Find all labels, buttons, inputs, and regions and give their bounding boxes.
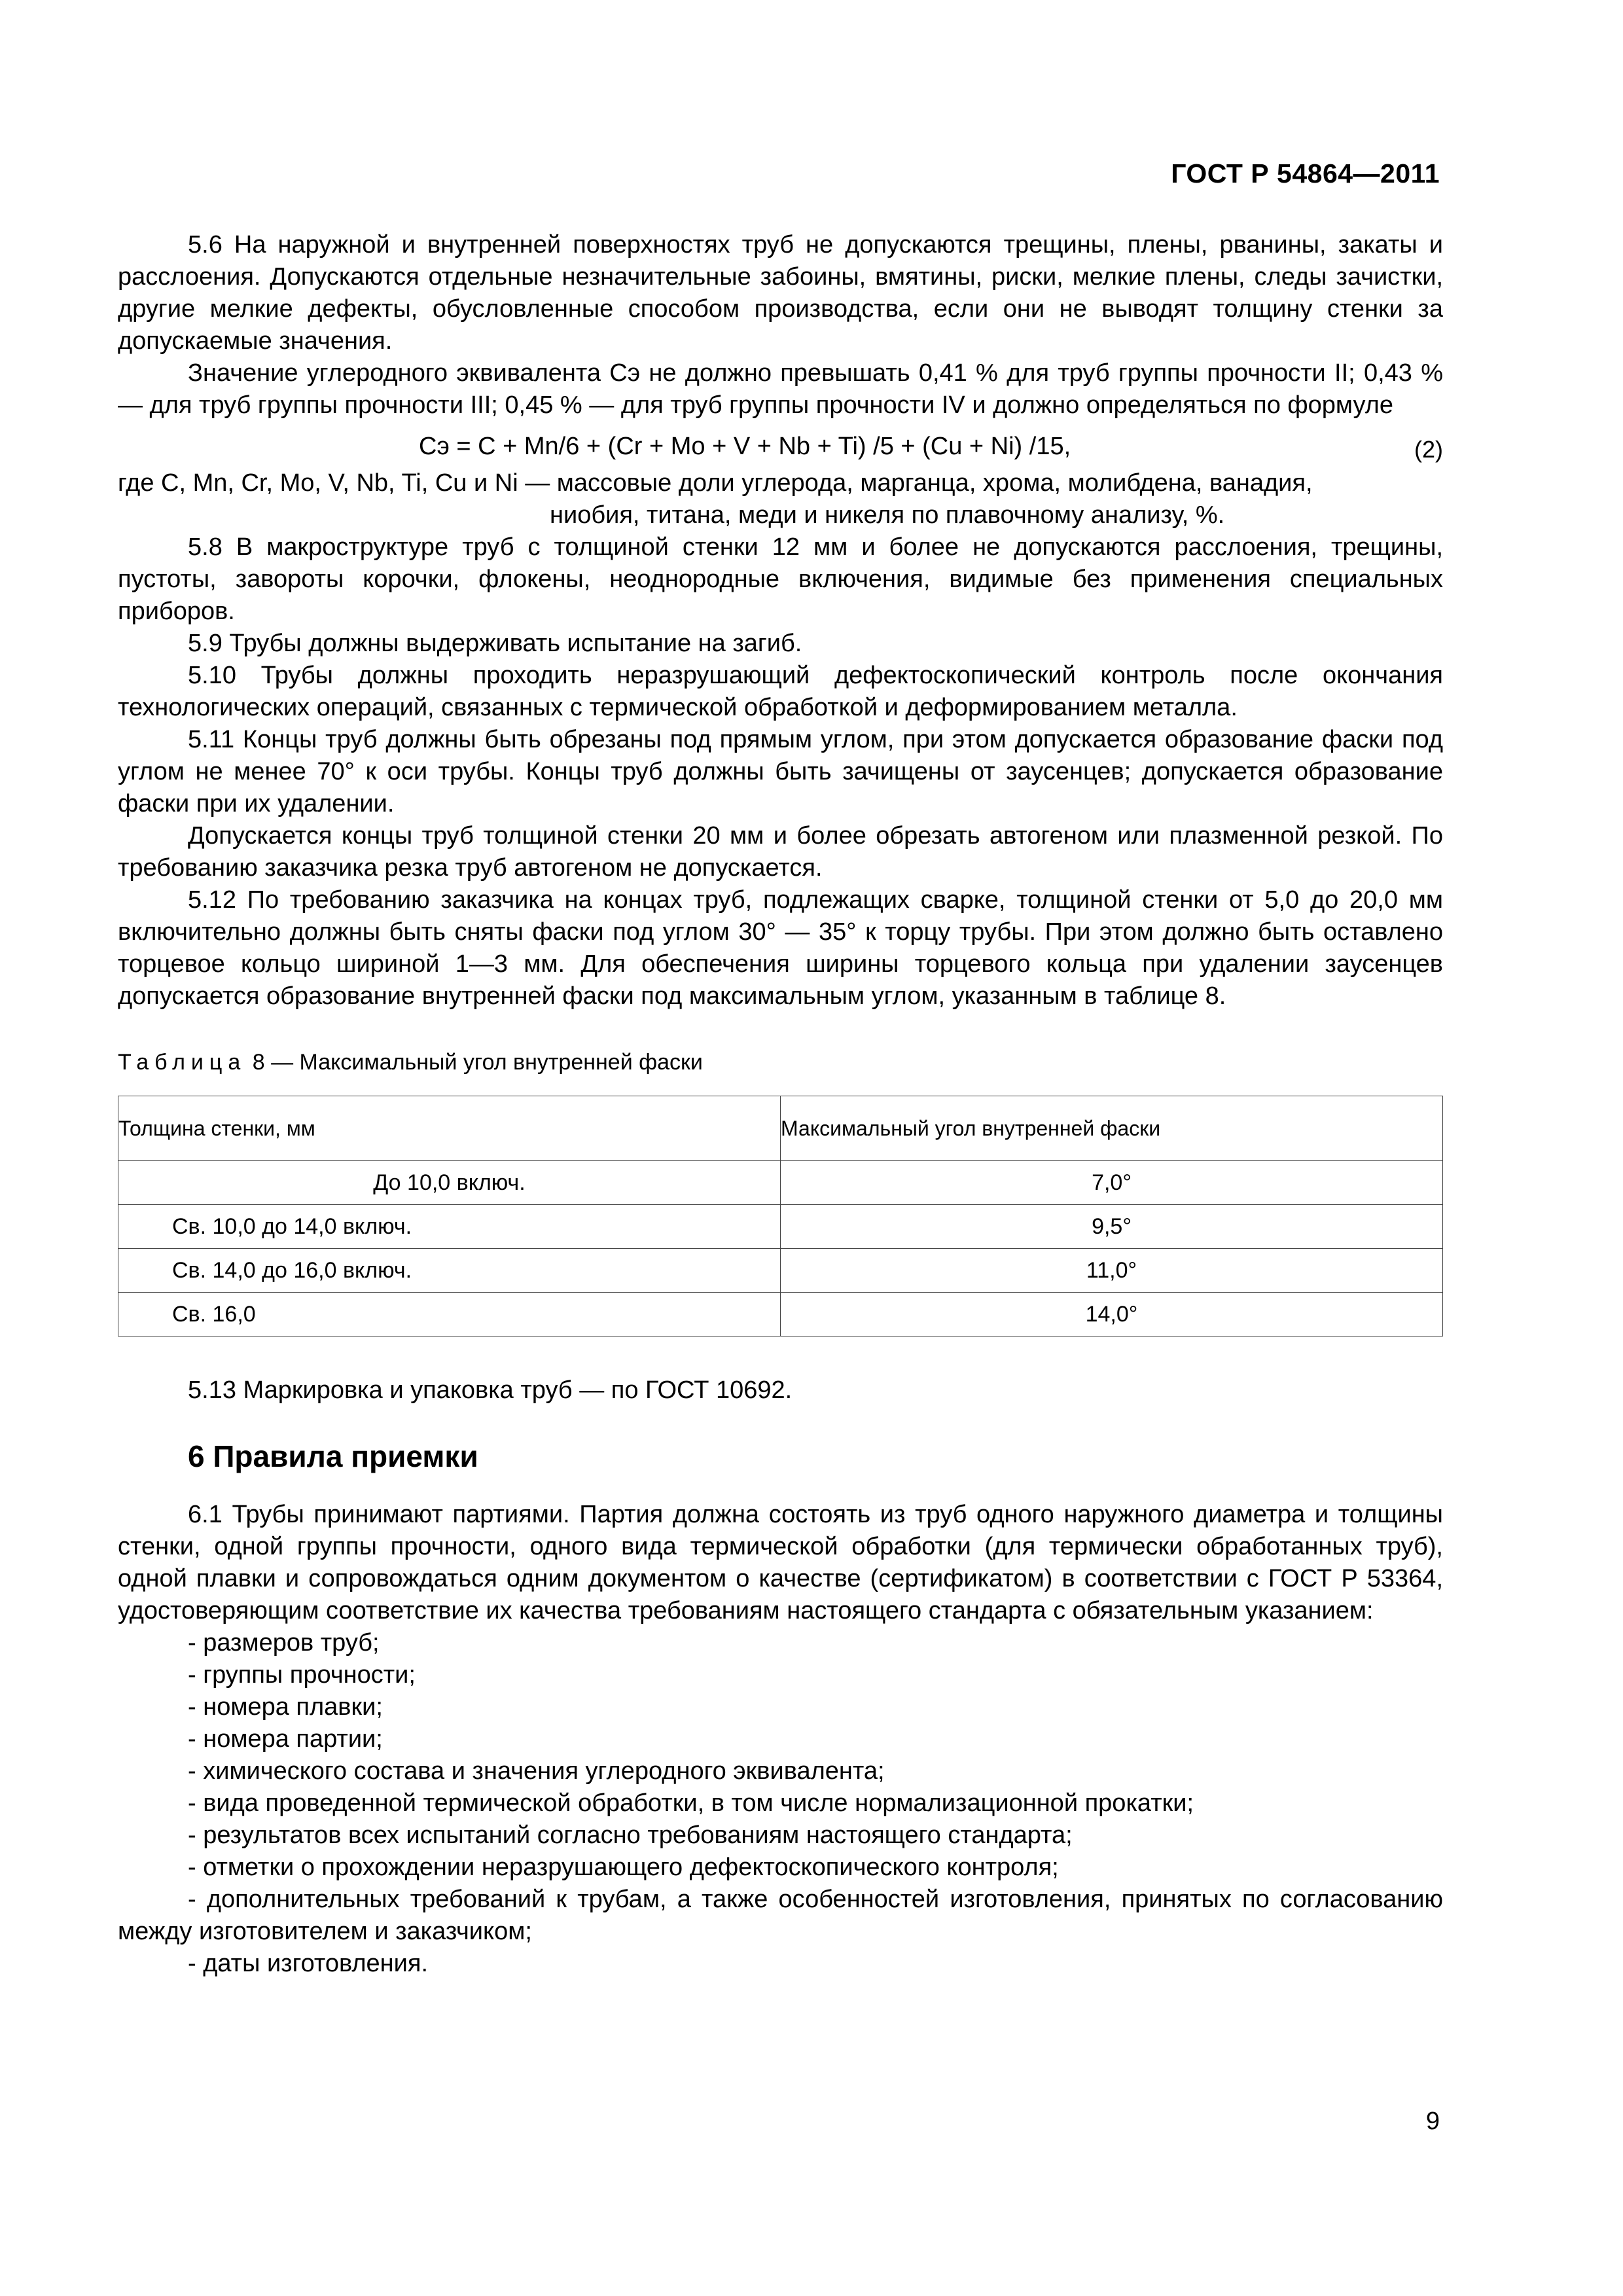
table-8 — [118, 1096, 1443, 1336]
table-cell-thickness: Св. 10,0 до 14,0 включ. — [118, 1205, 781, 1249]
document-body — [118, 229, 1443, 1980]
table-cell-angle: 11,0° — [781, 1249, 1443, 1293]
table-cell-angle: 9,5° — [781, 1205, 1443, 1249]
list-item: - размеров труб; — [188, 1629, 380, 1657]
paragraph-5-12: 5.12 По требованию заказчика на концах труб, подлежащих сварке, толщиной стенки от 5,0 до 20,0 мм включительно должны быть сняты фаски под углом 30° — 35° к торцу трубы. При этом должно быть оставлено торцевое кольцо шириной 1—3 мм. Для обеспечения ширины торцевого кольца при удалении заусенцев допускается образование внутренней фаски под максимальным углом, указанным в таблице 8. — [118, 886, 1443, 1010]
list-item: - номера плавки; — [188, 1693, 383, 1721]
paragraph-5-8: 5.8 В макроструктуре труб с толщиной стенки 12 мм и более не допускаются расслоения, трещины, пустоты, завороты корочки, флокены, неоднородные включения, видимые без применения специальных приборов. — [118, 533, 1443, 625]
formula-block — [118, 425, 1443, 465]
paragraph-carbon-equivalent: Значение углеродного эквивалента Сэ не должно превышать 0,41 % для труб группы прочности II; 0,43 % — для труб группы прочности III; 0,45 % — для труб группы прочности IV и должно определяться по формуле — [118, 359, 1443, 419]
page-header: ГОСТ Р 54864—2011 — [1171, 158, 1440, 188]
table-cell-thickness: До 10,0 включ. — [118, 1161, 781, 1205]
paragraph-5-6: 5.6 На наружной и внутренней поверхностях труб не допускаются трещины, плены, рванины, закаты и расслоения. Допускаются отдельные незначительные забоины, вмятины, риски, мелкие плены, следы зачистки, другие мелкие дефекты, обусловленные способом производства, если они не выводят толщину стенки за допускаемые значения. — [118, 231, 1443, 355]
list-item: - даты изготовления. — [188, 1950, 429, 1977]
paragraph-5-13: 5.13 Маркировка и упаковка труб — по ГОСТ 10692. — [188, 1376, 793, 1404]
list-item: - номера партии; — [188, 1725, 383, 1753]
paragraph-5-11: 5.11 Концы труб должны быть обрезаны под прямым углом, при этом допускается образование фаски под углом не менее 70° к оси трубы. Концы труб должны быть зачищены от заусенцев; допускается образование фаски при их удалении. — [118, 726, 1443, 817]
table-cell-thickness: Св. 16,0 — [118, 1293, 781, 1336]
formula: Сэ = С + Mn/6 + (Cr + Mo + V + Nb + Ti) /5 + (Cu + Ni) /15, — [419, 433, 1071, 460]
table-caption-text: 8 — Максимальный угол внутренней фаски — [246, 1050, 703, 1075]
formula-number: (2) — [1414, 436, 1443, 463]
section-6-title: 6 Правила приемки — [188, 1439, 478, 1473]
table-cell-thickness: Св. 14,0 до 16,0 включ. — [118, 1249, 781, 1293]
list-item: - вида проведенной термической обработки, в том числе нормализационной прокатки; — [188, 1789, 1194, 1817]
paragraph-5-9: 5.9 Трубы должны выдерживать испытание на загиб. — [188, 630, 802, 657]
list-item: - отметки о прохождении неразрушающего дефектоскопического контроля; — [188, 1854, 1059, 1881]
requirements-list — [118, 1627, 1443, 1980]
paragraph-5-10: 5.10 Трубы должны проходить неразрушающий дефектоскопический контроль после окончания технологических операций, связанных с термической обработкой и деформированием металла. — [118, 662, 1443, 721]
table-cell-angle: 7,0° — [781, 1161, 1443, 1205]
table-header-angle: Максимальный угол внутренней фаски — [781, 1096, 1443, 1161]
table-header-thickness: Толщина стенки, мм — [118, 1096, 781, 1161]
table-caption-word: Таблица — [118, 1050, 247, 1075]
table-row — [118, 1161, 1443, 1205]
table-row — [118, 1205, 1443, 1249]
table-caption — [118, 1047, 1443, 1079]
list-item: - группы прочности; — [188, 1661, 416, 1689]
table-row — [118, 1293, 1443, 1336]
formula-where-line-2: ниобия, титана, меди и никеля по плавочному анализу, %. — [550, 501, 1225, 529]
page-number: 9 — [1425, 2108, 1440, 2135]
formula-where-line-1: где С, Mn, Cr, Mo, V, Nb, Ti, Cu и Ni — массовые доли углерода, марганца, хрома, молибдена, ванадия, — [118, 469, 1313, 497]
list-item: - результатов всех испытаний согласно требованиям настоящего стандарта; — [188, 1821, 1073, 1849]
table-row — [118, 1249, 1443, 1293]
paragraph-5-11-cont: Допускается концы труб толщиной стенки 20 мм и более обрезать автогеном или плазменной резкой. По требованию заказчика резка труб автогеном не допускается. — [118, 822, 1443, 882]
table-header-row — [118, 1096, 1443, 1161]
table-cell-angle: 14,0° — [781, 1293, 1443, 1336]
paragraph-6-1: 6.1 Трубы принимают партиями. Партия должна состоять из труб одного наружного диаметра и толщины стенки, одной группы прочности, одного вида термической обработки (для термически обработанных труб), одной плавки и сопровождаться одним документом о качестве (сертификатом) в соответствии с ГОСТ Р 53364, удостоверяющим соответствие их качества требованиям настоящего стандарта с обязательным указанием: — [118, 1501, 1443, 1624]
list-item: - химического состава и значения углеродного эквивалента; — [188, 1757, 885, 1785]
list-item: - дополнительных требований к трубам, а также особенностей изготовления, принятых по согласованию между изготовителем и заказчиком; — [118, 1886, 1443, 1945]
